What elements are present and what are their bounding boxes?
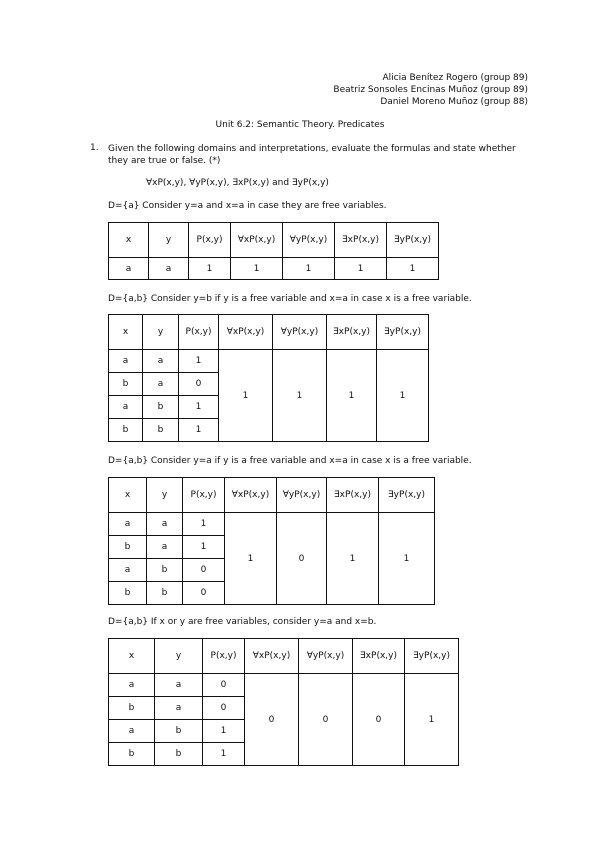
header-cell: x [109,315,143,350]
table-cell: b [109,419,143,442]
header-cell: y [143,315,179,350]
table-cell: 1 [179,396,219,419]
table-cell: b [147,582,183,605]
table-cell: 1 [183,536,225,559]
header-cell: y [149,223,189,258]
table-cell: 0 [203,674,245,697]
header-cell: P(x,y) [189,223,231,258]
table-cell: 1 [183,513,225,536]
result-cell: 0 [277,513,327,605]
author-line: Beatriz Sonsoles Encinas Muñoz (group 89) [333,85,528,96]
header-cell: ∃yP(x,y) [405,639,459,674]
table-cell: b [109,743,155,766]
case-heading: D={a,b} If x or y are free variables, consider y=a and x=b. [108,617,377,627]
table-cell: 1 [203,720,245,743]
result-cell: 1 [387,258,439,280]
truth-table [108,314,429,442]
table-cell: a [155,674,203,697]
table-cell: b [109,582,147,605]
result-cell: 1 [327,350,377,442]
table-cell: 0 [183,559,225,582]
header-cell: ∀yP(x,y) [277,478,327,513]
table-cell: 0 [183,582,225,605]
question-text: Given the following domains and interpretations, evaluate the formulas and state whether they are true or false. (*) [108,144,516,166]
result-cell: 1 [405,674,459,766]
author-block [333,72,528,109]
truth-table [108,477,435,605]
header-cell: x [109,639,155,674]
result-cell: 1 [219,350,273,442]
header-cell: x [109,478,147,513]
header-cell: ∃xP(x,y) [353,639,405,674]
table-cell: a [109,720,155,743]
page-title: Unit 6.2: Semantic Theory. Predicates [215,120,385,130]
table-cell: 1 [179,350,219,373]
table-cell: b [109,373,143,396]
header-cell: ∃xP(x,y) [327,478,379,513]
table-cell: a [109,396,143,419]
header-cell: ∀yP(x,y) [299,639,353,674]
header-cell: P(x,y) [183,478,225,513]
table-cell: a [149,258,189,280]
header-cell: ∀yP(x,y) [273,315,327,350]
case-heading: D={a,b} Consider y=a if y is a free variable and x=a in case x is a free variable. [108,456,472,466]
result-cell: 0 [353,674,405,766]
table-cell: a [109,674,155,697]
header-cell: ∃xP(x,y) [335,223,387,258]
table-cell: b [109,697,155,720]
header-cell: y [147,478,183,513]
table-cell: b [109,536,147,559]
result-cell: 1 [225,513,277,605]
header-cell: P(x,y) [179,315,219,350]
table-cell: b [155,720,203,743]
header-cell: ∃xP(x,y) [327,315,377,350]
header-cell: P(x,y) [203,639,245,674]
header-cell: ∀xP(x,y) [225,478,277,513]
result-cell: 1 [283,258,335,280]
table-cell: 0 [179,373,219,396]
table-cell: 1 [179,419,219,442]
result-cell: 1 [377,350,429,442]
table-cell: a [143,373,179,396]
author-line: Alicia Benítez Rogero (group 89) [382,73,528,83]
table-cell: 0 [203,697,245,720]
result-cell: 1 [379,513,435,605]
truth-table [108,638,459,766]
table-cell: b [143,419,179,442]
truth-table [108,222,439,280]
header-cell: ∀yP(x,y) [283,223,335,258]
table-cell: b [147,559,183,582]
result-cell: 1 [335,258,387,280]
header-cell: x [109,223,149,258]
header-cell: y [155,639,203,674]
header-cell: ∀xP(x,y) [219,315,273,350]
table-cell: 1 [189,258,231,280]
header-cell: ∀xP(x,y) [245,639,299,674]
author-line: Daniel Moreno Muñoz (group 88) [380,97,528,108]
table-cell: b [143,396,179,419]
header-cell: ∃yP(x,y) [377,315,429,350]
header-cell: ∃yP(x,y) [387,223,439,258]
result-cell: 0 [299,674,353,766]
case-heading: D={a} Consider y=a and x=a in case they are free variables. [108,201,387,211]
result-cell: 1 [273,350,327,442]
result-cell: 0 [245,674,299,766]
table-cell: a [155,697,203,720]
header-cell: ∃yP(x,y) [379,478,435,513]
result-cell: 1 [231,258,283,280]
table-cell: a [109,258,149,280]
question-number: 1. [90,143,99,153]
table-cell: 1 [203,743,245,766]
table-cell: a [147,513,183,536]
table-cell: a [147,536,183,559]
table-cell: a [109,350,143,373]
formula-list: ∀xP(x,y), ∀yP(x,y), ∃xP(x,y) and ∃yP(x,y) [146,178,329,188]
result-cell: 1 [327,513,379,605]
table-cell: a [109,559,147,582]
header-cell: ∀xP(x,y) [231,223,283,258]
table-cell: b [155,743,203,766]
case-heading: D={a,b} Consider y=b if y is a free variable and x=a in case x is a free variable. [108,294,472,304]
table-cell: a [109,513,147,536]
table-cell: a [143,350,179,373]
